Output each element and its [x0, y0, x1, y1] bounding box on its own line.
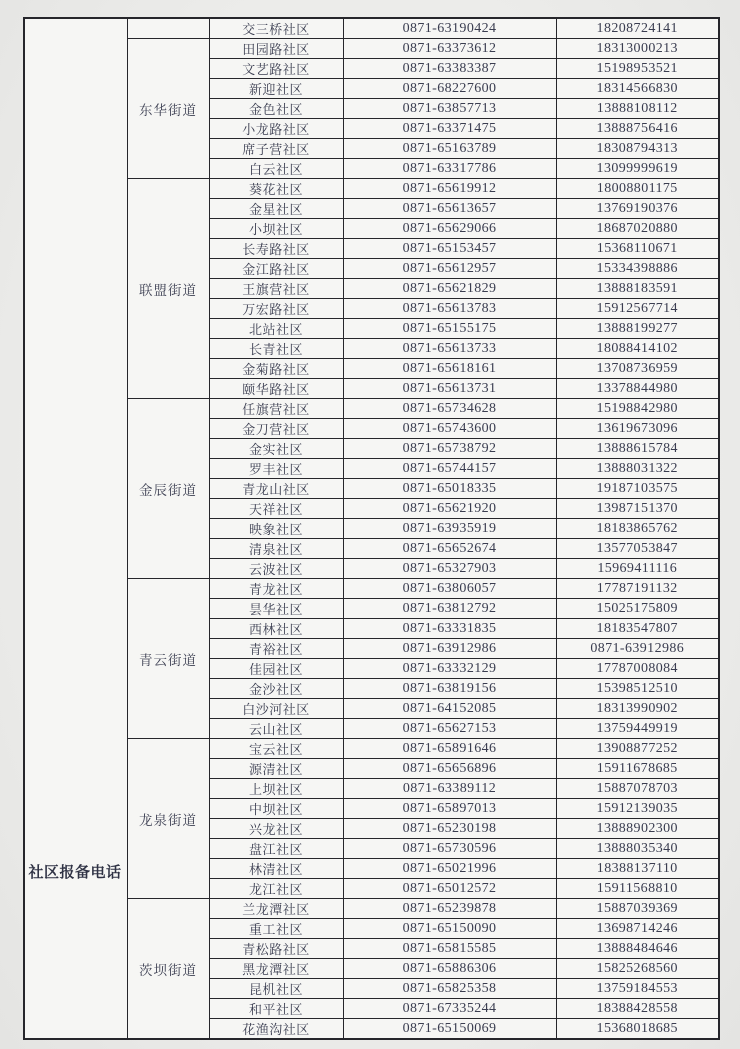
community-cell: 兰龙潭社区 [209, 899, 343, 919]
community-cell: 金刀营社区 [209, 419, 343, 439]
mobile-cell: 13888615784 [556, 439, 719, 459]
mobile-cell: 13759184553 [556, 979, 719, 999]
community-cell: 和平社区 [209, 999, 343, 1019]
community-cell: 罗丰社区 [209, 459, 343, 479]
phone-cell: 0871-65613733 [343, 339, 556, 359]
mobile-cell: 13099999619 [556, 159, 719, 179]
mobile-cell: 13987151370 [556, 499, 719, 519]
table-body [24, 18, 719, 1039]
community-cell: 重工社区 [209, 919, 343, 939]
mobile-cell: 15334398886 [556, 259, 719, 279]
community-cell: 青松路社区 [209, 939, 343, 959]
phone-cell: 0871-65163789 [343, 139, 556, 159]
table-row [24, 399, 719, 419]
community-cell: 昙华社区 [209, 599, 343, 619]
phone-cell: 0871-65155175 [343, 319, 556, 339]
mobile-cell: 13908877252 [556, 739, 719, 759]
mobile-cell: 18308794313 [556, 139, 719, 159]
community-cell: 金菊路社区 [209, 359, 343, 379]
side-label: 社区报备电话 [28, 865, 122, 881]
phone-cell: 0871-65627153 [343, 719, 556, 739]
community-cell: 上坝社区 [209, 779, 343, 799]
community-cell: 任旗营社区 [209, 399, 343, 419]
phone-cell: 0871-65239878 [343, 899, 556, 919]
phone-cell: 0871-65738792 [343, 439, 556, 459]
mobile-cell: 15912567714 [556, 299, 719, 319]
community-cell: 源清社区 [209, 759, 343, 779]
phone-cell: 0871-63912986 [343, 639, 556, 659]
street-cell: 青云街道 [127, 579, 209, 739]
community-cell: 小坝社区 [209, 219, 343, 239]
community-cell: 青龙山社区 [209, 479, 343, 499]
mobile-cell: 15969411116 [556, 559, 719, 579]
community-cell: 金色社区 [209, 99, 343, 119]
mobile-cell: 13619673096 [556, 419, 719, 439]
phone-cell: 0871-63935919 [343, 519, 556, 539]
phone-cell: 0871-63389112 [343, 779, 556, 799]
mobile-cell: 13378844980 [556, 379, 719, 399]
community-cell: 长寿路社区 [209, 239, 343, 259]
community-cell: 白沙河社区 [209, 699, 343, 719]
phone-cell: 0871-65734628 [343, 399, 556, 419]
mobile-cell: 13708736959 [556, 359, 719, 379]
community-cell: 宝云社区 [209, 739, 343, 759]
phone-cell: 0871-65621920 [343, 499, 556, 519]
community-cell: 云山社区 [209, 719, 343, 739]
mobile-cell: 13769190376 [556, 199, 719, 219]
phone-cell: 0871-65012572 [343, 879, 556, 899]
community-cell: 金实社区 [209, 439, 343, 459]
mobile-cell: 18388137110 [556, 859, 719, 879]
mobile-cell: 13888756416 [556, 119, 719, 139]
community-cell: 葵花社区 [209, 179, 343, 199]
phone-cell: 0871-63190424 [343, 18, 556, 39]
street-cell: 茨坝街道 [127, 899, 209, 1040]
community-cell: 王旗营社区 [209, 279, 343, 299]
community-cell: 小龙路社区 [209, 119, 343, 139]
street-cell: 金辰街道 [127, 399, 209, 579]
community-cell: 交三桥社区 [209, 18, 343, 39]
phone-cell: 0871-64152085 [343, 699, 556, 719]
mobile-cell: 13888902300 [556, 819, 719, 839]
mobile-cell: 13888199277 [556, 319, 719, 339]
phone-table [23, 17, 720, 1040]
mobile-cell: 18183865762 [556, 519, 719, 539]
mobile-cell: 13888183591 [556, 279, 719, 299]
phone-cell: 0871-63819156 [343, 679, 556, 699]
mobile-cell: 13698714246 [556, 919, 719, 939]
phone-cell: 0871-65744157 [343, 459, 556, 479]
phone-cell: 0871-65327903 [343, 559, 556, 579]
phone-cell: 0871-65619912 [343, 179, 556, 199]
mobile-cell: 15198953521 [556, 59, 719, 79]
mobile-cell: 15911568810 [556, 879, 719, 899]
mobile-cell: 0871-63912986 [556, 639, 719, 659]
community-cell: 颐华路社区 [209, 379, 343, 399]
mobile-cell: 15025175809 [556, 599, 719, 619]
mobile-cell: 17787008084 [556, 659, 719, 679]
community-cell: 花渔沟社区 [209, 1019, 343, 1040]
mobile-cell: 18388428558 [556, 999, 719, 1019]
phone-cell: 0871-65150090 [343, 919, 556, 939]
mobile-cell: 15912139035 [556, 799, 719, 819]
phone-cell: 0871-65815585 [343, 939, 556, 959]
mobile-cell: 13888031322 [556, 459, 719, 479]
community-cell: 万宏路社区 [209, 299, 343, 319]
mobile-cell: 15825268560 [556, 959, 719, 979]
phone-cell: 0871-65613783 [343, 299, 556, 319]
community-cell: 田园路社区 [209, 39, 343, 59]
community-cell: 青裕社区 [209, 639, 343, 659]
community-cell: 映象社区 [209, 519, 343, 539]
mobile-cell: 18208724141 [556, 18, 719, 39]
mobile-cell: 13888035340 [556, 839, 719, 859]
phone-cell: 0871-65629066 [343, 219, 556, 239]
community-cell: 天祥社区 [209, 499, 343, 519]
phone-cell: 0871-65613731 [343, 379, 556, 399]
phone-cell: 0871-63317786 [343, 159, 556, 179]
community-cell: 文艺路社区 [209, 59, 343, 79]
community-cell: 青龙社区 [209, 579, 343, 599]
mobile-cell: 15887039369 [556, 899, 719, 919]
phone-cell: 0871-65730596 [343, 839, 556, 859]
community-cell: 清泉社区 [209, 539, 343, 559]
street-cell: 联盟街道 [127, 179, 209, 399]
phone-cell: 0871-65656896 [343, 759, 556, 779]
community-cell: 席子营社区 [209, 139, 343, 159]
mobile-cell: 17787191132 [556, 579, 719, 599]
phone-cell: 0871-68227600 [343, 79, 556, 99]
mobile-cell: 15198842980 [556, 399, 719, 419]
table-row [24, 899, 719, 919]
phone-cell: 0871-65230198 [343, 819, 556, 839]
community-cell: 盘江社区 [209, 839, 343, 859]
community-cell: 金江路社区 [209, 259, 343, 279]
street-cell: 龙泉街道 [127, 739, 209, 899]
mobile-cell: 18314566830 [556, 79, 719, 99]
mobile-cell: 18313000213 [556, 39, 719, 59]
phone-cell: 0871-65613657 [343, 199, 556, 219]
phone-cell: 0871-63812792 [343, 599, 556, 619]
phone-cell: 0871-63383387 [343, 59, 556, 79]
community-cell: 新迎社区 [209, 79, 343, 99]
phone-cell: 0871-65886306 [343, 959, 556, 979]
phone-cell: 0871-65150069 [343, 1019, 556, 1040]
community-cell: 中坝社区 [209, 799, 343, 819]
community-cell: 北站社区 [209, 319, 343, 339]
phone-cell: 0871-65621829 [343, 279, 556, 299]
community-cell: 西林社区 [209, 619, 343, 639]
phone-cell: 0871-63371475 [343, 119, 556, 139]
phone-cell: 0871-65743600 [343, 419, 556, 439]
community-cell: 黑龙潭社区 [209, 959, 343, 979]
mobile-cell: 13759449919 [556, 719, 719, 739]
phone-cell: 0871-65021996 [343, 859, 556, 879]
mobile-cell: 15887078703 [556, 779, 719, 799]
phone-cell: 0871-63332129 [343, 659, 556, 679]
mobile-cell: 15911678685 [556, 759, 719, 779]
community-cell: 昆机社区 [209, 979, 343, 999]
mobile-cell: 19187103575 [556, 479, 719, 499]
mobile-cell: 13888108112 [556, 99, 719, 119]
phone-cell: 0871-65891646 [343, 739, 556, 759]
phone-cell: 0871-63857713 [343, 99, 556, 119]
community-cell: 龙江社区 [209, 879, 343, 899]
community-cell: 佳园社区 [209, 659, 343, 679]
street-cell: 东华街道 [127, 39, 209, 179]
table-row [24, 18, 719, 39]
phone-cell: 0871-65825358 [343, 979, 556, 999]
phone-cell: 0871-65652674 [343, 539, 556, 559]
mobile-cell: 15368018685 [556, 1019, 719, 1040]
community-cell: 金星社区 [209, 199, 343, 219]
table-row [24, 179, 719, 199]
phone-cell: 0871-67335244 [343, 999, 556, 1019]
table-row [24, 579, 719, 599]
table-row [24, 39, 719, 59]
community-cell: 白云社区 [209, 159, 343, 179]
mobile-cell: 18313990902 [556, 699, 719, 719]
mobile-cell: 15398512510 [556, 679, 719, 699]
mobile-cell: 18008801175 [556, 179, 719, 199]
community-cell: 云波社区 [209, 559, 343, 579]
row-header-label-cell [24, 18, 127, 1039]
community-cell: 林清社区 [209, 859, 343, 879]
mobile-cell: 18183547807 [556, 619, 719, 639]
phone-cell: 0871-65897013 [343, 799, 556, 819]
phone-cell: 0871-63331835 [343, 619, 556, 639]
community-cell: 长青社区 [209, 339, 343, 359]
phone-cell: 0871-65153457 [343, 239, 556, 259]
mobile-cell: 15368110671 [556, 239, 719, 259]
community-cell: 兴龙社区 [209, 819, 343, 839]
mobile-cell: 13577053847 [556, 539, 719, 559]
community-cell: 金沙社区 [209, 679, 343, 699]
mobile-cell: 18687020880 [556, 219, 719, 239]
mobile-cell: 18088414102 [556, 339, 719, 359]
phone-cell: 0871-63806057 [343, 579, 556, 599]
phone-cell: 0871-65018335 [343, 479, 556, 499]
street-cell [127, 18, 209, 39]
phone-cell: 0871-65612957 [343, 259, 556, 279]
table-row [24, 739, 719, 759]
phone-cell: 0871-65618161 [343, 359, 556, 379]
mobile-cell: 13888484646 [556, 939, 719, 959]
phone-cell: 0871-63373612 [343, 39, 556, 59]
